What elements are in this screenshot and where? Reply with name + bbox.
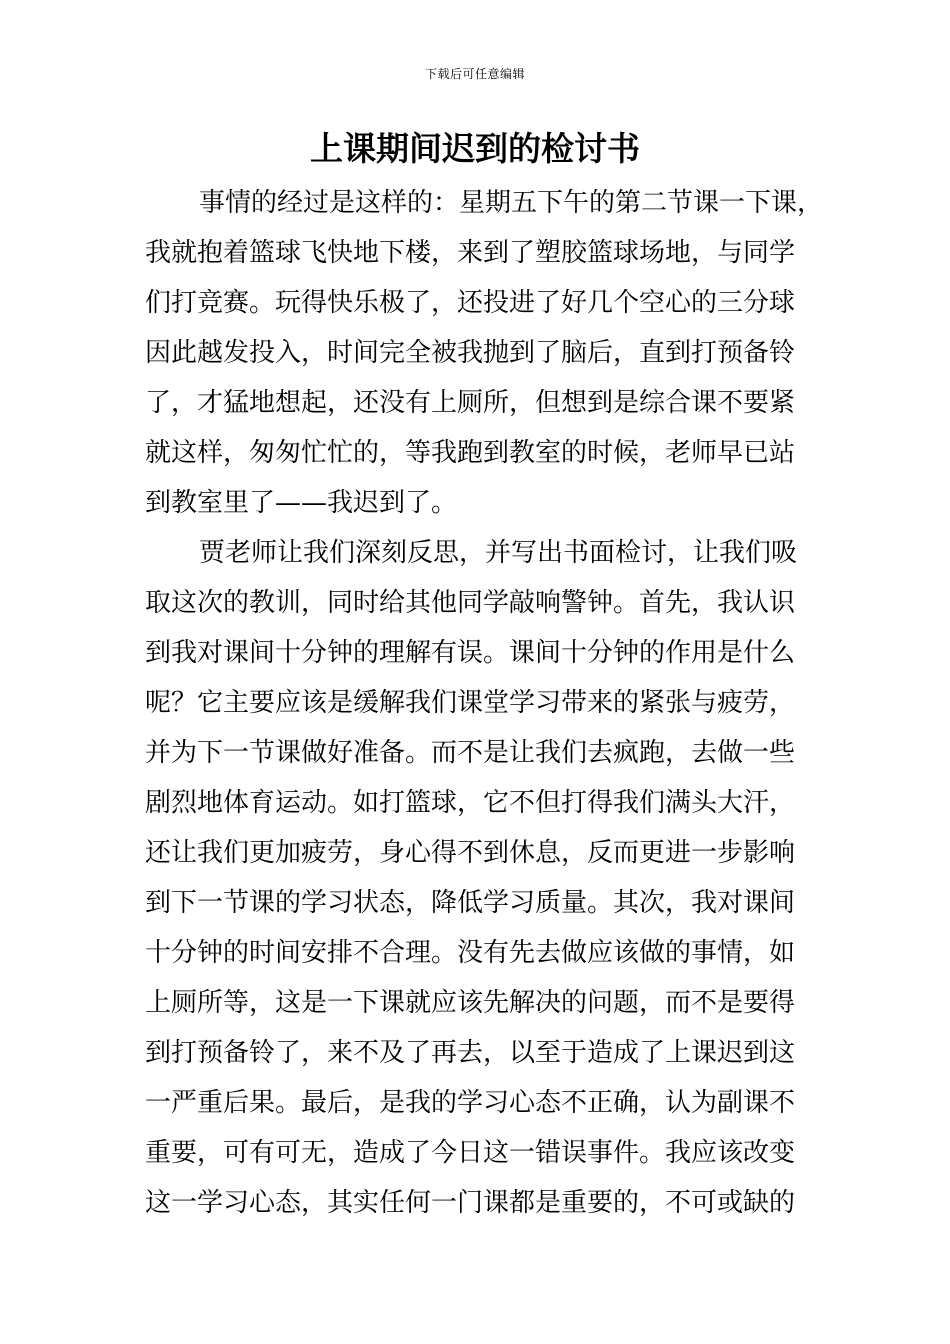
paragraph-line: 还让我们更加疲劳，身心得不到休息，反而更进一步影响 xyxy=(145,838,796,868)
paragraph-line: 重要，可有可无，造成了今日这一错误事件。我应该改变 xyxy=(145,1138,796,1168)
paragraph-line: 我就抱着篮球飞快地下楼，来到了塑胶篮球场地，与同学 xyxy=(145,238,796,268)
document-title: 上课期间迟到的检讨书 xyxy=(310,129,640,168)
document-body xyxy=(145,178,835,1228)
page-header-note: 下载后可任意编辑 xyxy=(424,67,525,81)
paragraph-line: 就这样，匆匆忙忙的，等我跑到教室的时候，老师早已站 xyxy=(145,438,796,468)
paragraph-line: 到教室里了——我迟到了。 xyxy=(145,488,458,518)
paragraph-line: 贾老师让我们深刻反思，并写出书面检讨，让我们吸 xyxy=(199,538,798,568)
paragraph-line: 这一学习心态，其实任何一门课都是重要的，不可或缺的 xyxy=(145,1188,796,1218)
paragraph-line: 十分钟的时间安排不合理。没有先去做应该做的事情，如 xyxy=(145,938,796,968)
paragraph-line: 因此越发投入，时间完全被我抛到了脑后，直到打预备铃 xyxy=(145,338,796,368)
paragraph-2 xyxy=(145,528,835,1228)
paragraph-line: 到打预备铃了，来不及了再去，以至于造成了上课迟到这 xyxy=(145,1038,796,1068)
paragraph-line: 并为下一节课做好准备。而不是让我们去疯跑，去做一些 xyxy=(145,738,796,768)
paragraph-line: 上厕所等，这是一下课就应该先解决的问题，而不是要得 xyxy=(145,988,796,1018)
paragraph-line: 取这次的教训，同时给其他同学敲响警钟。首先，我认识 xyxy=(145,588,796,618)
paragraph-line: 们打竞赛。玩得快乐极了，还投进了好几个空心的三分球 xyxy=(145,288,796,318)
paragraph-line: 剧烈地体育运动。如打篮球，它不但打得我们满头大汗， xyxy=(145,788,796,818)
paragraph-line: 到下一节课的学习状态，降低学习质量。其次，我对课间 xyxy=(145,888,796,918)
paragraph-1 xyxy=(145,178,835,528)
paragraph-line: 一严重后果。最后，是我的学习心态不正确，认为副课不 xyxy=(145,1088,796,1118)
paragraph-line: 了，才猛地想起，还没有上厕所，但想到是综合课不要紧 xyxy=(145,388,796,418)
paragraph-line: 呢？它主要应该是缓解我们课堂学习带来的紧张与疲劳， xyxy=(145,688,796,718)
paragraph-line: 到我对课间十分钟的理解有误。课间十分钟的作用是什么 xyxy=(145,638,796,668)
paragraph-line: 事情的经过是这样的：星期五下午的第二节课一下课， xyxy=(199,188,824,218)
